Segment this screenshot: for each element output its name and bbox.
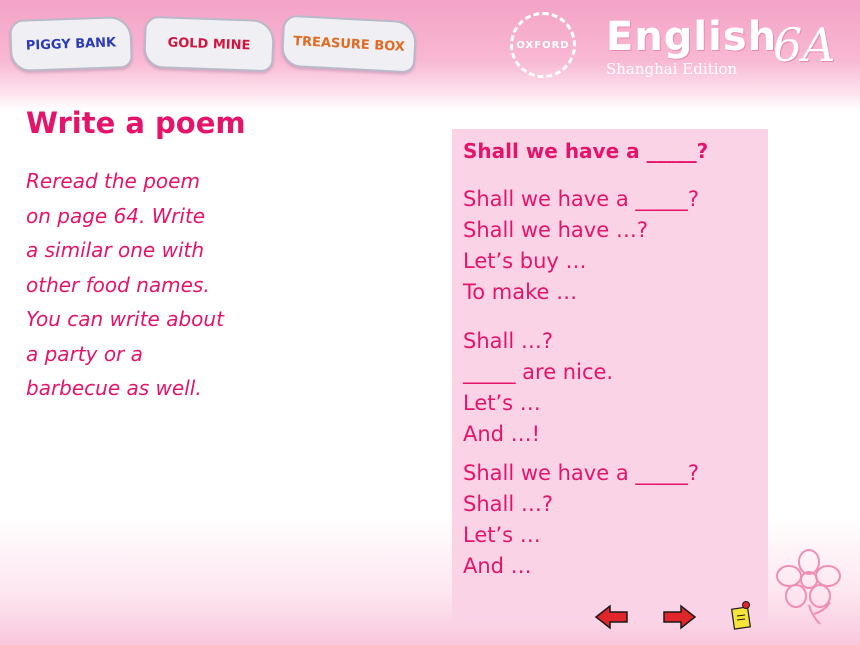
piggy-bank-button[interactable]: PIGGY BANK (9, 16, 133, 72)
poem-line: And … (463, 554, 532, 578)
instruction-line: Reread the poem (26, 169, 200, 193)
back-arrow-icon[interactable] (594, 604, 630, 630)
treasure-box-button[interactable]: TREASURE BOX (281, 15, 418, 74)
instruction-line: on page 64. Write (26, 203, 206, 228)
grade-label: 6A (773, 18, 836, 72)
poem-line: Let’s … (463, 523, 541, 547)
poem-line: Let’s buy … (463, 249, 587, 273)
poem-line: To make … (463, 280, 578, 304)
edition-label: Shanghai Edition (606, 60, 738, 78)
poem-line: Shall we have a _____? (463, 187, 700, 211)
poem-line: _____ are nice. (463, 360, 614, 384)
poem-line: Shall …? (463, 492, 553, 516)
poem-panel (452, 129, 768, 621)
poem-line: And …! (463, 422, 541, 446)
poem-line: Let’s … (463, 391, 541, 415)
brand-title: English (606, 14, 778, 60)
instruction-line: barbecue as well. (26, 376, 202, 400)
instructions (26, 164, 256, 406)
flower-icon (774, 548, 844, 628)
instruction-line: a similar one with (26, 238, 205, 262)
oxford-logo (510, 12, 576, 78)
oxford-logo-text: OXFORD (516, 39, 570, 51)
poem-line: Shall we have …? (463, 218, 648, 242)
instruction-line: You can write about (26, 307, 224, 331)
forward-arrow-icon[interactable] (661, 604, 697, 630)
poem-line: Shall we have a _____? (463, 461, 700, 485)
instruction-line: a party or a (26, 341, 143, 366)
instruction-line: other food names. (26, 272, 210, 297)
note-icon[interactable] (730, 600, 754, 630)
poem-line: Shall …? (463, 329, 553, 353)
poem-heading: Shall we have a _____? (463, 139, 709, 163)
page-title: Write a poem (26, 106, 246, 140)
gold-mine-button[interactable]: GOLD MINE (143, 16, 275, 73)
